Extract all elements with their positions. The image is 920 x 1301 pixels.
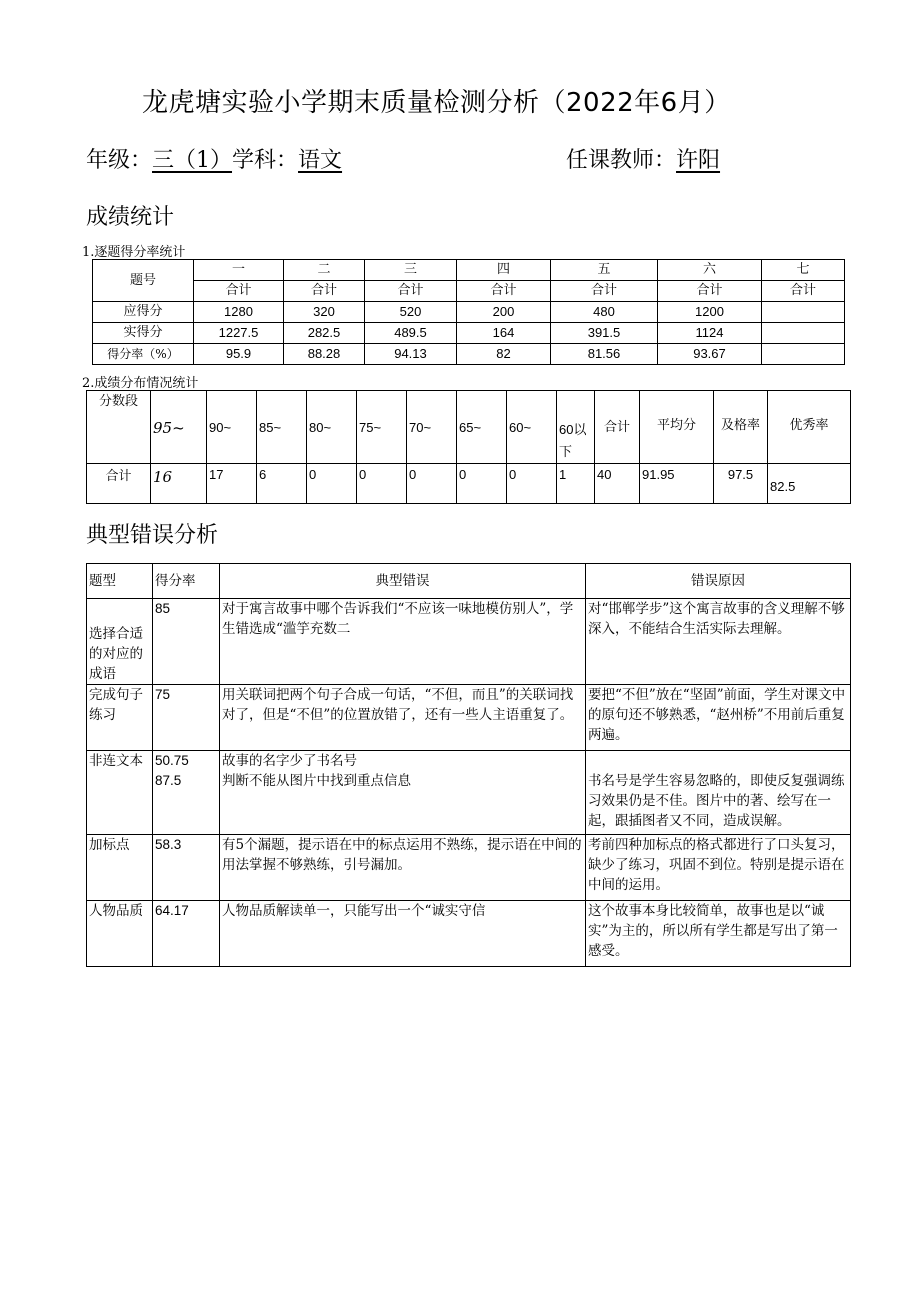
subheader-cell: 合计: [457, 281, 551, 302]
table-row: [87, 599, 851, 685]
table-cell: 93.67: [658, 344, 762, 365]
table-cell: 40: [595, 464, 640, 504]
question-header: 五: [551, 260, 658, 281]
table-row: [87, 835, 851, 901]
question-header: 二: [284, 260, 365, 281]
table1-caption: 1.逐题得分率统计: [82, 245, 186, 260]
score-distribution-table: [86, 390, 851, 504]
table-cell: 164: [457, 323, 551, 344]
table-cell: [762, 344, 845, 365]
table-cell: 1: [557, 464, 595, 504]
excellent-rate-header: 优秀率: [768, 391, 851, 464]
error-cell: 人物品质解读单一，只能写出一个“诚实守信: [220, 901, 586, 967]
range-header: 60以下: [557, 391, 595, 464]
table-cell: 6: [257, 464, 307, 504]
teacher-value: 许阳: [676, 148, 721, 173]
table2-caption: 2.成绩分布情况统计: [82, 376, 199, 391]
subheader-cell: 合计: [762, 281, 845, 302]
table-cell: 97.5: [714, 464, 768, 504]
row-label: 应得分: [93, 302, 194, 323]
subject-value: 语文: [298, 148, 343, 173]
row-label: 得分率（%）: [93, 344, 194, 365]
rate-cell: 85: [153, 599, 220, 685]
table-cell: 1280: [194, 302, 284, 323]
reason-cell: 要把“不但”放在“坚固”前面，学生对课文中的原句还不够熟悉，“赵州桥”不用前后重复两遍。: [586, 685, 851, 751]
reason-cell: 书名号是学生容易忽略的，即使反复强调练习效果仍是不佳。图片中的著、绘写在一起，跟插图者又不同，造成误解。: [586, 751, 851, 835]
table-cell: 0: [357, 464, 407, 504]
header-type: 题型: [87, 564, 153, 599]
subheader-cell: 合计: [551, 281, 658, 302]
rate-cell: 64.17: [153, 901, 220, 967]
table-cell: 0: [307, 464, 357, 504]
range-header: 80~: [307, 391, 357, 464]
subheader-cell: 合计: [658, 281, 762, 302]
teacher-line: [566, 143, 720, 174]
table1-subheader-row: [93, 281, 845, 302]
grade-subject-line: [86, 143, 342, 174]
table-row: [93, 302, 845, 323]
table1-corner-cell: 题号: [93, 260, 194, 302]
question-header: 一: [194, 260, 284, 281]
grade-value: 三（1）: [152, 148, 233, 173]
rate-cell: 58.3: [153, 835, 220, 901]
type-cell: 非连文本: [87, 751, 153, 835]
range-header: 95~: [151, 391, 207, 464]
question-header: 三: [365, 260, 457, 281]
table-cell: 17: [207, 464, 257, 504]
table-cell: 520: [365, 302, 457, 323]
table-row: [93, 344, 845, 365]
table-cell: 1200: [658, 302, 762, 323]
table-cell: 82.5: [768, 464, 851, 504]
table-cell: 88.28: [284, 344, 365, 365]
pass-rate-header: 及格率: [714, 391, 768, 464]
reason-cell: 考前四种加标点的格式都进行了口头复习，缺少了练习，巩固不到位。特别是提示语在中间的运用。: [586, 835, 851, 901]
table-row: [93, 323, 845, 344]
row-label: 实得分: [93, 323, 194, 344]
table-cell: 0: [407, 464, 457, 504]
reason-cell: 这个故事本身比较简单，故事也是以“诚实”为主的，所以所有学生都是写出了第一感受。: [586, 901, 851, 967]
error-analysis-table: [86, 563, 851, 967]
subheader-cell: 合计: [365, 281, 457, 302]
range-header: 65~: [457, 391, 507, 464]
table-row: [87, 464, 851, 504]
type-cell: 加标点: [87, 835, 153, 901]
type-cell: 选择合适的对应的成语: [87, 599, 153, 685]
subject-label: 学科：: [232, 148, 299, 173]
range-header: 85~: [257, 391, 307, 464]
table-cell: 94.13: [365, 344, 457, 365]
header-rate: 得分率: [153, 564, 220, 599]
question-header: 七: [762, 260, 845, 281]
table-row: [87, 901, 851, 967]
table-row: [87, 685, 851, 751]
range-header: 60~: [507, 391, 557, 464]
table-cell: 0: [457, 464, 507, 504]
question-header: 六: [658, 260, 762, 281]
subheader-cell: 合计: [194, 281, 284, 302]
average-header: 平均分: [640, 391, 714, 464]
table-cell: 282.5: [284, 323, 365, 344]
table-row: [87, 751, 851, 835]
range-header: 75~: [357, 391, 407, 464]
table-cell: 391.5: [551, 323, 658, 344]
rate-cell: 75: [153, 685, 220, 751]
table3-header-row: [87, 564, 851, 599]
error-cell: 故事的名字少了书名号 判断不能从图片中找到重点信息: [220, 751, 586, 835]
question-score-table: [92, 259, 845, 365]
table2-corner-cell: 分数段: [87, 391, 151, 464]
header-error: 典型错误: [220, 564, 586, 599]
range-header: 90~: [207, 391, 257, 464]
question-header: 四: [457, 260, 551, 281]
table-cell: 489.5: [365, 323, 457, 344]
page-title: 龙虎塘实验小学期末质量检测分析（2022年6月）: [142, 88, 731, 118]
range-header: 70~: [407, 391, 457, 464]
table2-header-row: [87, 391, 851, 464]
type-cell: 完成句子练习: [87, 685, 153, 751]
grade-label: 年级：: [86, 148, 153, 173]
table-cell: 82: [457, 344, 551, 365]
header-reason: 错误原因: [586, 564, 851, 599]
teacher-label: 任课教师：: [566, 148, 677, 173]
table-cell: 0: [507, 464, 557, 504]
rate-cell: 50.75 87.5: [153, 751, 220, 835]
table-cell: 320: [284, 302, 365, 323]
table-cell: 1227.5: [194, 323, 284, 344]
row-label: 合计: [87, 464, 151, 504]
subheader-cell: 合计: [284, 281, 365, 302]
error-cell: 用关联词把两个句子合成一句话，“不但，而且”的关联词找对了，但是“不但”的位置放错了，还有一些人主语重复了。: [220, 685, 586, 751]
table-cell: 91.95: [640, 464, 714, 504]
table1-header-row: [93, 260, 845, 281]
table-cell: 95.9: [194, 344, 284, 365]
error-cell: 对于寓言故事中哪个告诉我们“不应该一味地模仿别人”，学生错选成“滥竽充数二: [220, 599, 586, 685]
error-cell: 有5个漏题，提示语在中的标点运用不熟练，提示语在中间的用法掌握不够熟练，引号漏加。: [220, 835, 586, 901]
table-cell: 1124: [658, 323, 762, 344]
table-cell: 81.56: [551, 344, 658, 365]
table-cell: [762, 323, 845, 344]
table-cell: [762, 302, 845, 323]
type-cell: 人物品质: [87, 901, 153, 967]
table-cell: 200: [457, 302, 551, 323]
total-header: 合计: [595, 391, 640, 464]
table-cell: 16: [151, 464, 207, 504]
reason-cell: 对“邯郸学步”这个寓言故事的含义理解不够深入，不能结合生活实际去理解。: [586, 599, 851, 685]
table-cell: 480: [551, 302, 658, 323]
section-heading-errors: 典型错误分析: [86, 523, 219, 548]
section-heading-stats: 成绩统计: [86, 205, 175, 230]
